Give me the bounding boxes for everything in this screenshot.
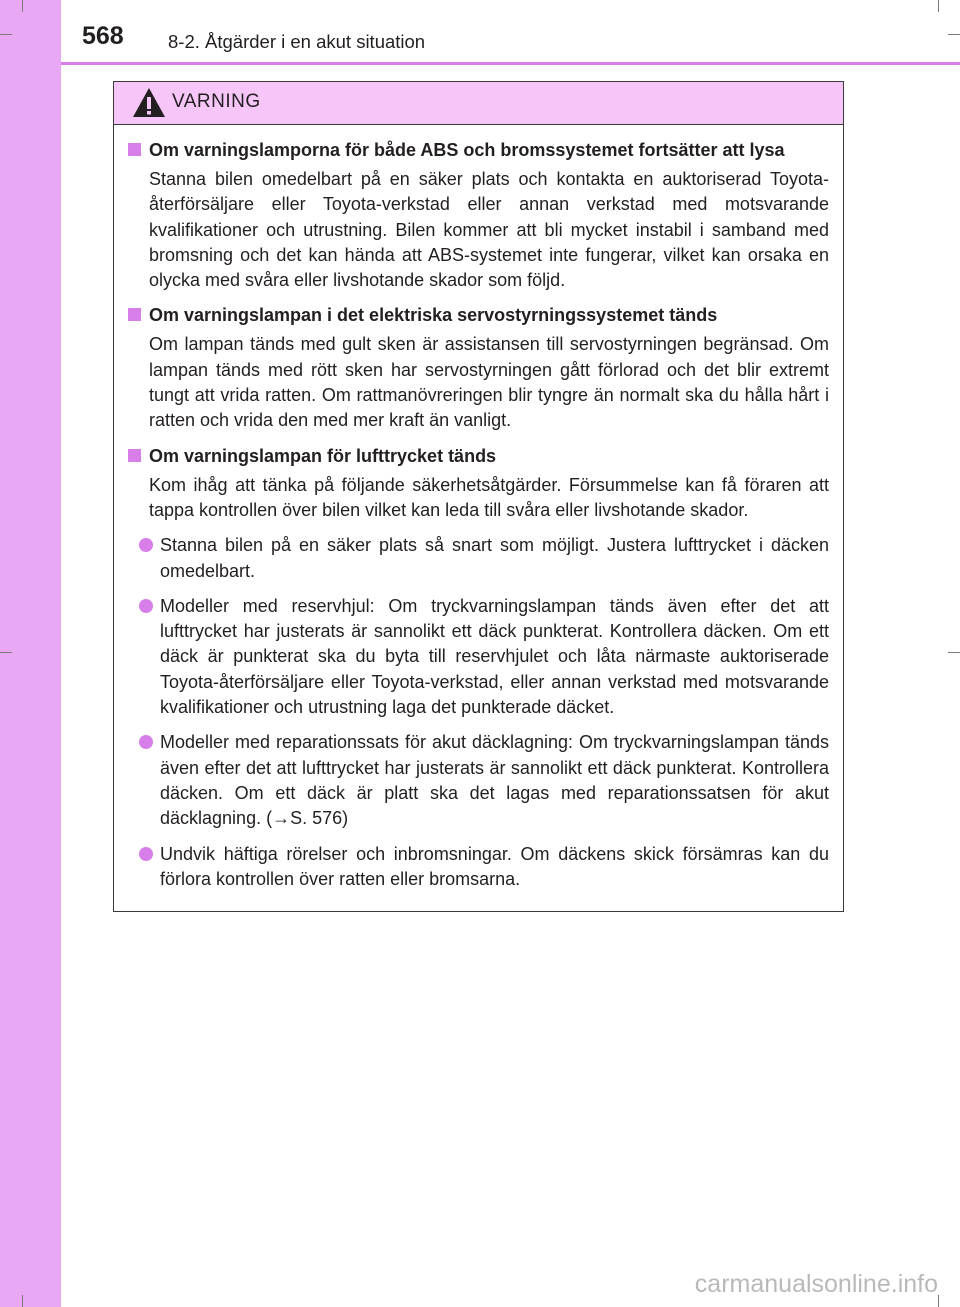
round-bullet-icon [139, 599, 153, 613]
crop-mark [22, 0, 23, 12]
crop-mark [0, 652, 12, 653]
list-item-text: Modeller med reservhjul: Om tryckvarningslampan tänds även efter det att lufttrycket har justerats är sannolikt ett däck punkterat. Kontrollera däcken. Om ett däck är punkterat ska du byta till reservhjulet och låta närmaste auktoriserade Toyota-återförsäljare eller Toyota-verkstad, eller annan verkstad med motsvarande kvalifikationer och utrustning laga det punkterade däcket. [160, 595, 829, 718]
warning-box [113, 81, 844, 912]
square-bullet-icon [128, 143, 141, 156]
warning-label: VARNING [172, 91, 261, 112]
list-item [139, 842, 829, 893]
round-bullet-icon [139, 538, 153, 552]
section-heading [125, 443, 829, 469]
crop-mark [948, 652, 960, 653]
crop-mark [938, 1295, 939, 1307]
list-item [139, 730, 829, 831]
crop-mark [22, 1295, 23, 1307]
list-item-text: Undvik häftiga rörelser och inbromsningar. Om däckens skick försämras kan du förlora kontrollen över ratten eller bromsarna. [160, 843, 829, 889]
section-heading-text: Om varningslamporna för både ABS och bromssystemet fortsätter att lysa [149, 140, 785, 160]
crop-mark [0, 34, 12, 35]
crop-mark [948, 34, 960, 35]
list-item-text: Modeller med reparationssats för akut däcklagning: Om tryckvarningslampan tänds även efter det att lufttrycket har justerats är sannolikt ett däck punkterat. Kontrollera däcken. Om ett däck är platt ska det lagas med reparationssatsen för akut däcklagning. (→S. 576) [160, 732, 829, 829]
round-bullet-icon [139, 735, 153, 749]
section-heading [125, 137, 829, 163]
square-bullet-icon [128, 449, 141, 462]
section-heading-text: Om varningslampan i det elektriska servostyrningssystemet tänds [149, 305, 718, 326]
list-item-text: Stanna bilen på en säker plats så snart som möjligt. Justera lufttrycket i däcken omedelbart. [160, 535, 829, 581]
section-text: Stanna bilen omedelbart på en säker plats och kontakta en auktoriserad Toyota-återförsäljare eller Toyota-verkstad eller annan verkstad med motsvarande kvalifikationer och utrustning. Bilen kommer att bli mycket instabil i samband med bromsning och det kan hända att ABS-systemet inte fungerar, vilket kan orsaka en olycka med svåra eller livshotande skador som följd. [149, 169, 829, 291]
section-text: Om lampan tänds med gult sken är assistansen till servostyrningen begränsad. Om lampan tänds med rött sken har servostyrningen gått förlorad och det blir extremt tungt att vrida ratten. Om rattmanövreringen blir tyngre än normalt ska du hålla hårt i ratten och vrida den med mer kraft än vanligt. [149, 334, 829, 431]
section-heading [125, 302, 829, 328]
square-bullet-icon [128, 308, 141, 321]
section-heading-text: Om varningslampan för lufttrycket tänds [149, 445, 497, 466]
warning-header [114, 82, 843, 125]
header-rule [61, 62, 960, 65]
list-item [139, 533, 829, 584]
section-text: Kom ihåg att tänka på följande säkerhetsåtgärder. Försummelse kan få föraren att tappa kontrollen över bilen vilket kan leda till svåra eller livshotande skador. [149, 474, 829, 520]
warning-section [125, 302, 829, 433]
warning-body [114, 125, 843, 892]
round-bullet-icon [139, 847, 153, 861]
warning-triangle-icon [132, 87, 166, 118]
page-number: 568 [82, 22, 124, 50]
list-item [139, 594, 829, 720]
chapter-side-strip [0, 0, 61, 1307]
watermark-link[interactable]: carmanualsonline.info [694, 1270, 938, 1298]
section-title: 8-2. Åtgärder i en akut situation [168, 31, 426, 52]
warning-section [125, 443, 829, 892]
crop-mark [938, 0, 939, 12]
warning-section [125, 137, 829, 293]
